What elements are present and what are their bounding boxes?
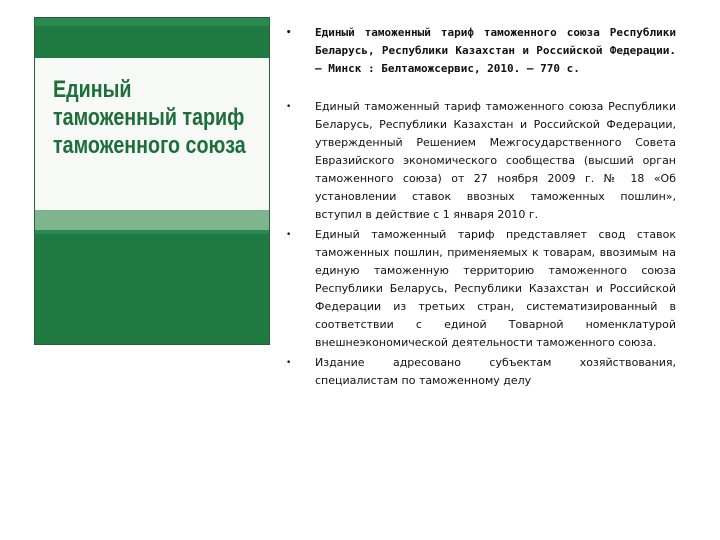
cover-top-stripe xyxy=(35,18,269,26)
list-item xyxy=(284,24,676,78)
bullet-icon: • xyxy=(286,358,292,368)
list-item-text: Издание адресовано субъектам хозяйствования, специалистам по таможенному делу xyxy=(315,356,676,387)
bullet-icon: • xyxy=(286,230,292,240)
bibliographic-reference: Единый таможенный тариф таможенного союза Республики Беларусь, Республики Казахстан и Российской Федерации. — Минск : Белтаможсервис, 2010. — 770 с. xyxy=(315,26,676,75)
list-item xyxy=(284,354,676,390)
cover-title-line-3: таможенного союза xyxy=(53,132,246,159)
list-item xyxy=(284,98,676,224)
book-cover-image xyxy=(34,17,270,345)
cover-title xyxy=(53,76,246,160)
cover-title-line-1: Единый xyxy=(53,76,132,103)
bullet-icon: • xyxy=(286,102,292,112)
cover-light-strip xyxy=(35,210,269,230)
description-list xyxy=(284,24,676,390)
cover-title-line-2: таможенный тариф xyxy=(53,104,245,131)
list-item-text: Единый таможенный тариф таможенного союза Республики Беларусь, Республики Казахстан и Российской Федерации, утвержденный Решением Межгосударственного Совета Евразийского экономического сообщества (высший орган таможенного союза) от 27 ноября 2009 г. № 18 «Об установлении ставок ввозных таможенных пошлин», вступил в действие с 1 января 2010 г. xyxy=(315,100,676,221)
list-item xyxy=(284,226,676,352)
bullet-icon: • xyxy=(286,28,292,38)
cover-lower-strip xyxy=(35,230,269,234)
list-item-text: Единый таможенный тариф представляет свод ставок таможенных пошлин, применяемых к товарам, ввозимым на единую таможенную территорию таможенного союза Республики Беларусь, Республики Казахстан и Российской Федерации из третьих стран, систематизированный в соответствии с единой Товарной номенклатурой внешнеэкономической деятельности таможенного союза. xyxy=(315,228,676,349)
